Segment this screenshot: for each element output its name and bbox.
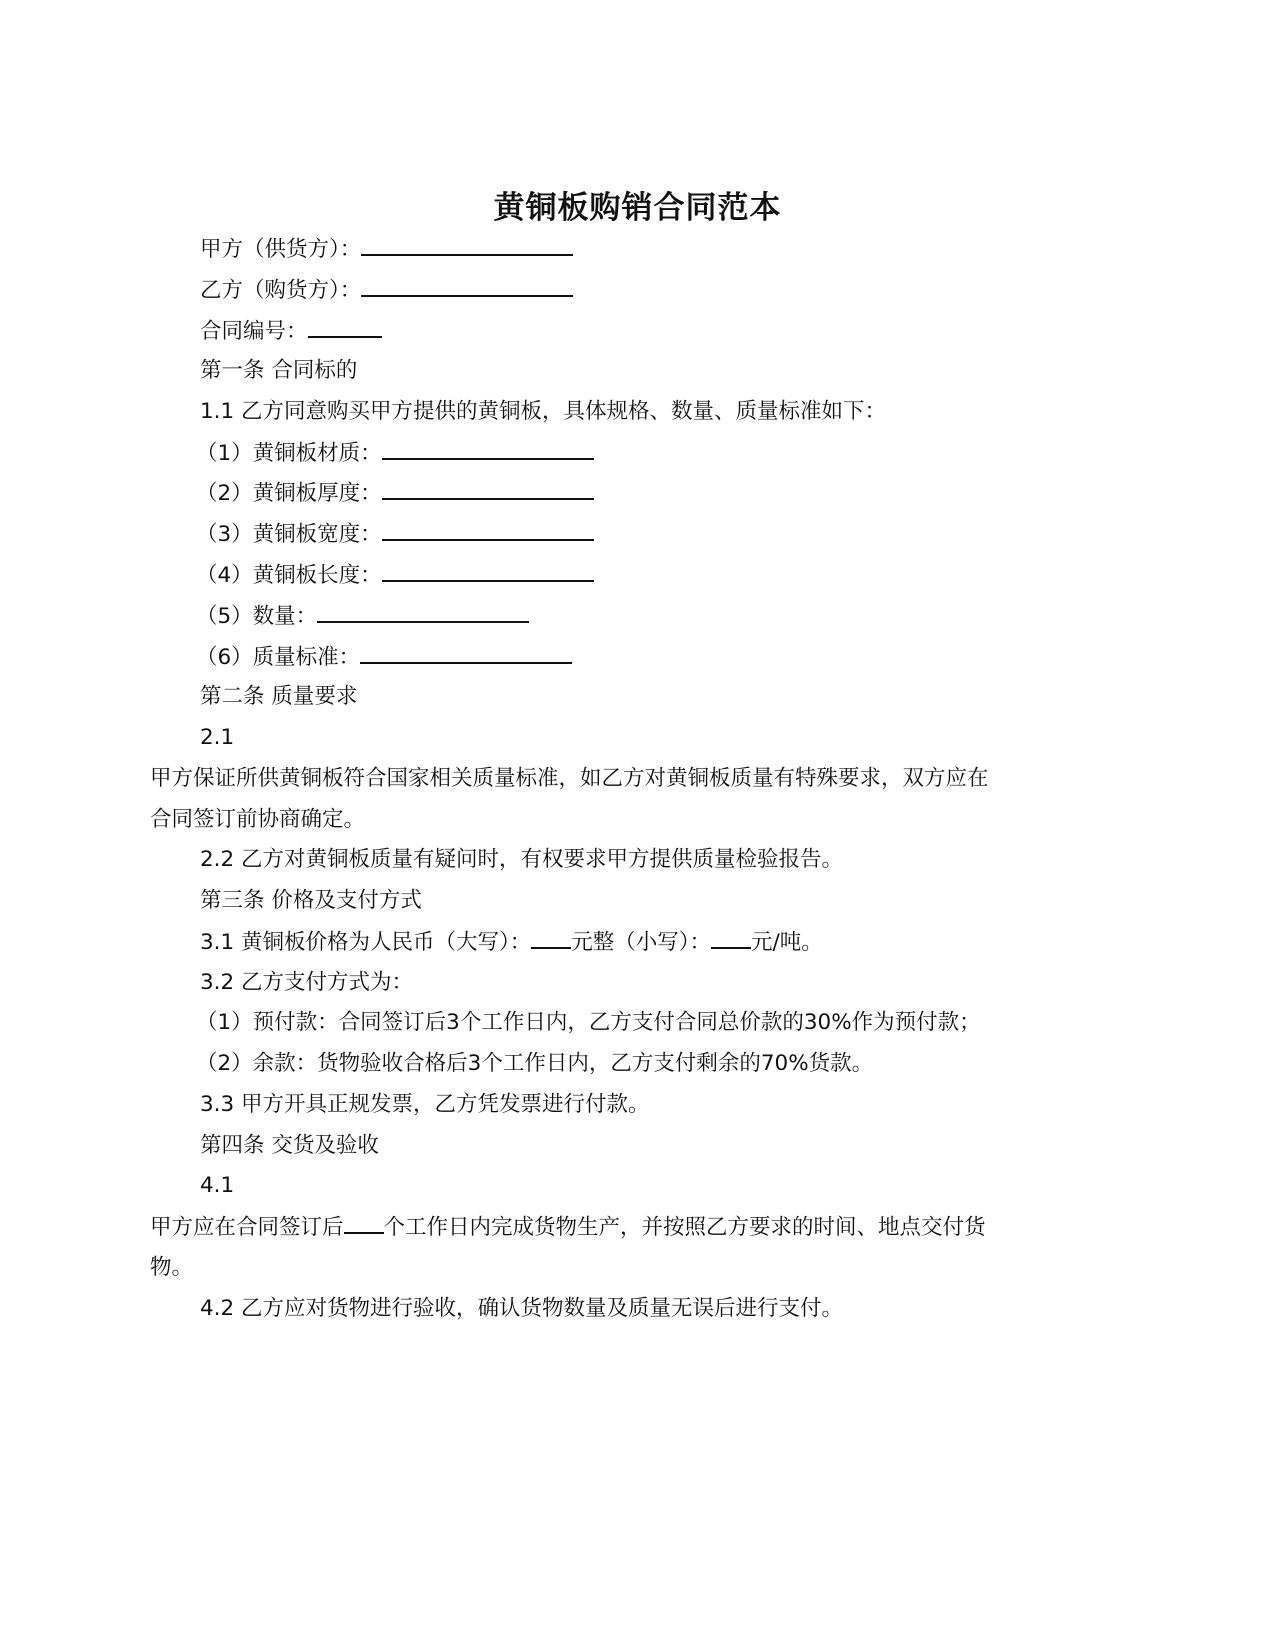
item-5-line bbox=[196, 601, 529, 632]
item-3-blank bbox=[382, 519, 594, 541]
party-b-line bbox=[200, 275, 573, 306]
price-uppercase-blank bbox=[531, 927, 571, 949]
article1-heading: 第一条 合同标的 bbox=[200, 358, 358, 383]
party-b-blank bbox=[361, 275, 573, 297]
clause-3-1-text-b: 元整（小写）： bbox=[571, 930, 712, 955]
clause-4-1-line2: 物。 bbox=[150, 1255, 194, 1280]
article2-heading: 第二条 质量要求 bbox=[200, 684, 358, 709]
party-a-line bbox=[200, 234, 573, 265]
party-a-blank bbox=[361, 234, 573, 256]
contract-no-label: 合同编号： bbox=[200, 319, 308, 344]
clause-3-1-text-a: 3.1 黄铜板价格为人民币（大写）： bbox=[200, 930, 532, 955]
article3-heading: 第三条 价格及支付方式 bbox=[200, 888, 422, 913]
clause-3-2: 3.2 乙方支付方式为： bbox=[200, 970, 414, 995]
clause-4-2: 4.2 乙方应对货物进行验收，确认货物数量及质量无误后进行支付。 bbox=[200, 1296, 844, 1321]
item-1-blank bbox=[382, 438, 594, 460]
item-3-label: （3）黄铜板宽度： bbox=[196, 522, 382, 547]
workdays-blank bbox=[344, 1212, 384, 1234]
clause-4-1-number: 4.1 bbox=[200, 1173, 235, 1198]
price-lowercase-blank bbox=[711, 927, 751, 949]
contract-no-blank bbox=[308, 316, 382, 338]
item-2-blank bbox=[382, 478, 594, 500]
item-4-line bbox=[196, 560, 594, 591]
item-1-label: （1）黄铜板材质： bbox=[196, 441, 382, 466]
clause-3-2-1: （1）预付款：合同签订后3个工作日内，乙方支付合同总价款的30%作为预付款； bbox=[196, 1010, 981, 1035]
clause-2-1-line1: 甲方保证所供黄铜板符合国家相关质量标准，如乙方对黄铜板质量有特殊要求，双方应在 bbox=[150, 766, 989, 791]
clause-2-1-line2: 合同签订前协商确定。 bbox=[150, 807, 366, 832]
party-b-label: 乙方（购货方）： bbox=[200, 278, 362, 303]
item-2-line bbox=[196, 478, 594, 509]
clause-4-1-line1 bbox=[150, 1212, 986, 1243]
contract-no-line bbox=[200, 316, 382, 347]
clause-3-1-text-c: 元/吨。 bbox=[751, 930, 823, 955]
party-a-label: 甲方（供货方）： bbox=[200, 237, 362, 262]
item-3-line bbox=[196, 519, 594, 550]
clause-2-2: 2.2 乙方对黄铜板质量有疑问时，有权要求甲方提供质量检验报告。 bbox=[200, 847, 844, 872]
item-6-line bbox=[196, 642, 572, 673]
item-2-label: （2）黄铜板厚度： bbox=[196, 481, 382, 506]
clause-1-1: 1.1 乙方同意购买甲方提供的黄铜板，具体规格、数量、质量标准如下： bbox=[200, 399, 887, 424]
item-6-label: （6）质量标准： bbox=[196, 645, 361, 670]
clause-2-1-number: 2.1 bbox=[200, 725, 235, 750]
clause-3-1 bbox=[200, 927, 823, 958]
document-title: 黄铜板购销合同范本 bbox=[493, 190, 782, 226]
clause-4-1-text-a: 甲方应在合同签订后 bbox=[150, 1215, 344, 1240]
item-1-line bbox=[196, 438, 594, 469]
article4-heading: 第四条 交货及验收 bbox=[200, 1133, 379, 1158]
item-5-blank bbox=[317, 601, 529, 623]
item-6-blank bbox=[360, 642, 572, 664]
item-4-blank bbox=[382, 560, 594, 582]
clause-3-3: 3.3 甲方开具正规发票，乙方凭发票进行付款。 bbox=[200, 1092, 650, 1117]
item-5-label: （5）数量： bbox=[196, 604, 318, 629]
item-4-label: （4）黄铜板长度： bbox=[196, 563, 382, 588]
clause-4-1-text-b: 个工作日内完成货物生产，并按照乙方要求的时间、地点交付货 bbox=[383, 1215, 986, 1240]
clause-3-2-2: （2）余款：货物验收合格后3个工作日内，乙方支付剩余的70%货款。 bbox=[196, 1051, 874, 1076]
